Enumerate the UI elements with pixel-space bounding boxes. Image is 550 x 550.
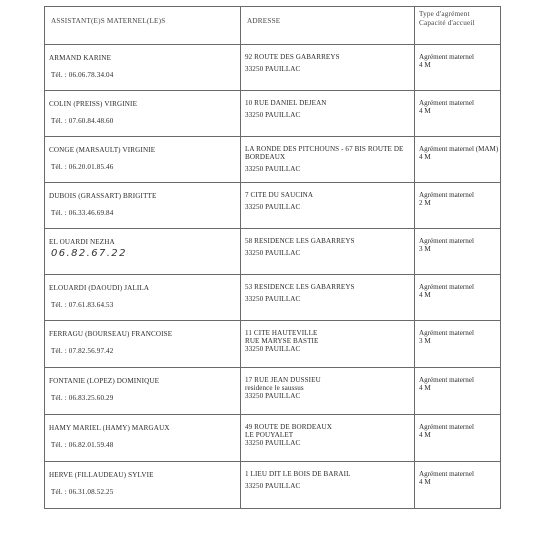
table-row [45, 415, 501, 462]
agreement-type: Agrément maternel [419, 53, 474, 61]
capacity-value: 4 M [419, 153, 431, 161]
header-address-label: ADRESSE [247, 17, 281, 25]
table-row [45, 91, 501, 137]
phone-number: Tél. : 06.31.08.52.25 [51, 488, 114, 496]
agreement-type: Agrément maternel [419, 191, 474, 199]
header-type-label: Type d'agrément [419, 10, 470, 18]
address-postcode-city: 33250 PAUILLAC [245, 165, 301, 173]
address-cell [241, 183, 415, 229]
capacity-value: 4 M [419, 61, 431, 69]
capacity-cell [415, 229, 501, 275]
table-row [45, 368, 501, 415]
address-cell [241, 415, 415, 462]
capacity-value: 4 M [419, 384, 431, 392]
address-cell [241, 275, 415, 321]
capacity-value: 4 M [419, 291, 431, 299]
capacity-cell [415, 91, 501, 137]
address-postcode-city: 33250 PAUILLAC [245, 203, 301, 211]
address-line-1: 49 ROUTE DE BORDEAUX [245, 423, 332, 431]
capacity-cell [415, 415, 501, 462]
phone-number: Tél. : 06.83.25.60.29 [51, 394, 114, 402]
agreement-type: Agrément maternel [419, 99, 474, 107]
assistant-cell [45, 45, 241, 91]
assistant-cell [45, 368, 241, 415]
address-postcode-city: 33250 PAUILLAC [245, 111, 301, 119]
agreement-type: Agrément maternel [419, 283, 474, 291]
capacity-cell [415, 275, 501, 321]
capacity-cell [415, 462, 501, 509]
address-line-2: LE POUYALET [245, 431, 294, 439]
address-line-1: 58 RESIDENCE LES GABARREYS [245, 237, 355, 245]
address-postcode-city: 33250 PAUILLAC [245, 249, 301, 257]
capacity-cell [415, 45, 501, 91]
address-postcode-city: 33250 PAUILLAC [245, 65, 301, 73]
capacity-value: 3 M [419, 337, 431, 345]
address-line-1: LA RONDE DES PITCHOUNS - 67 BIS ROUTE DE BORDEAUX [245, 145, 404, 161]
table-row [45, 183, 501, 229]
assistants-table [44, 6, 501, 509]
assistant-name: ELOUARDI (DAOUDI) JALILA [49, 284, 150, 292]
capacity-cell [415, 183, 501, 229]
assistant-name: CONGE (MARSAULT) VIRGINIE [49, 146, 156, 154]
address-cell [241, 229, 415, 275]
agreement-type: Agrément maternel [419, 423, 474, 431]
capacity-value: 2 M [419, 199, 431, 207]
assistant-cell [45, 183, 241, 229]
table-row [45, 45, 501, 91]
address-line-1: 53 RESIDENCE LES GABARREYS [245, 283, 355, 291]
address-line-1: 11 CITE HAUTEVILLE [245, 329, 318, 337]
assistant-cell [45, 321, 241, 368]
table-row [45, 462, 501, 509]
header-assistants-label: ASSISTANT(E)S MATERNEL(LE)S [51, 17, 166, 25]
table-row [45, 321, 501, 368]
address-postcode-city: 33250 PAUILLAC [245, 295, 301, 303]
address-cell [241, 45, 415, 91]
capacity-cell [415, 368, 501, 415]
assistant-cell [45, 137, 241, 183]
agreement-type: Agrément maternel [419, 470, 474, 478]
address-line-1: 17 RUE JEAN DUSSIEU [245, 376, 321, 384]
table-row [45, 275, 501, 321]
address-line-2: RUE MARYSE BASTIE [245, 337, 319, 345]
phone-number: Tél. : 06.06.78.34.04 [51, 71, 114, 79]
assistant-name: HAMY MARIEL (HAMY) MARGAUX [49, 424, 170, 432]
assistant-cell [45, 229, 241, 275]
address-postcode-city: 33250 PAUILLAC [245, 345, 301, 353]
assistant-cell [45, 91, 241, 137]
address-line-1: 92 ROUTE DES GABARREYS [245, 53, 340, 61]
address-cell [241, 137, 415, 183]
address-line-1: 10 RUE DANIEL DEJEAN [245, 99, 327, 107]
address-postcode-city: 33250 PAUILLAC [245, 482, 301, 490]
agreement-type: Agrément maternel [419, 376, 474, 384]
phone-number: Tél. : 07.60.84.48.60 [51, 117, 114, 125]
table-body [45, 45, 501, 509]
assistant-name: HERVE (FILLAUDEAU) SYLVIE [49, 471, 154, 479]
capacity-value: 3 M [419, 245, 431, 253]
phone-number: Tél. : 06.20.01.85.46 [51, 163, 114, 171]
assistant-name: DUBOIS (GRASSART) BRIGITTE [49, 192, 157, 200]
agreement-type: Agrément maternel [419, 329, 474, 337]
capacity-value: 4 M [419, 107, 431, 115]
capacity-cell [415, 137, 501, 183]
phone-handwritten: 06.82.67.22 [51, 248, 127, 259]
address-line-1: 7 CITE DU SAUCINA [245, 191, 314, 199]
assistant-name: ARMAND KARINE [49, 54, 112, 62]
address-cell [241, 462, 415, 509]
address-cell [241, 368, 415, 415]
address-line-1: 1 LIEU DIT LE BOIS DE BARAIL [245, 470, 351, 478]
address-postcode-city: 33250 PAUILLAC [245, 392, 301, 400]
address-line-2: residence le saussus [245, 384, 304, 392]
header-capacity [415, 7, 501, 45]
agreement-type: Agrément maternel (MAM) [419, 145, 499, 153]
address-postcode-city: 33250 PAUILLAC [245, 439, 301, 447]
table-row [45, 229, 501, 275]
address-cell [241, 321, 415, 368]
phone-number: Tél. : 07.82.56.97.42 [51, 347, 114, 355]
phone-number: Tél. : 06.82.01.59.48 [51, 441, 114, 449]
phone-number: Tél. : 06.33.46.69.84 [51, 209, 114, 217]
assistant-cell [45, 275, 241, 321]
assistant-name: COLIN (PREISS) VIRGINIE [49, 100, 138, 108]
capacity-value: 4 M [419, 478, 431, 486]
capacity-value: 4 M [419, 431, 431, 439]
agreement-type: Agrément maternel [419, 237, 474, 245]
table-row [45, 137, 501, 183]
header-assistants [45, 7, 241, 45]
header-capacity-label: Capacité d'accueil [419, 19, 475, 27]
header-address [241, 7, 415, 45]
address-cell [241, 91, 415, 137]
assistant-name: FERRAGU (BOURSEAU) FRANCOISE [49, 330, 173, 338]
assistant-name: EL OUARDI NEZHA [49, 238, 115, 246]
table-header-row [45, 7, 501, 45]
phone-number: Tél. : 07.61.83.64.53 [51, 301, 114, 309]
assistant-name: FONTANIE (LOPEZ) DOMINIQUE [49, 377, 160, 385]
assistant-cell [45, 462, 241, 509]
capacity-cell [415, 321, 501, 368]
assistant-cell [45, 415, 241, 462]
